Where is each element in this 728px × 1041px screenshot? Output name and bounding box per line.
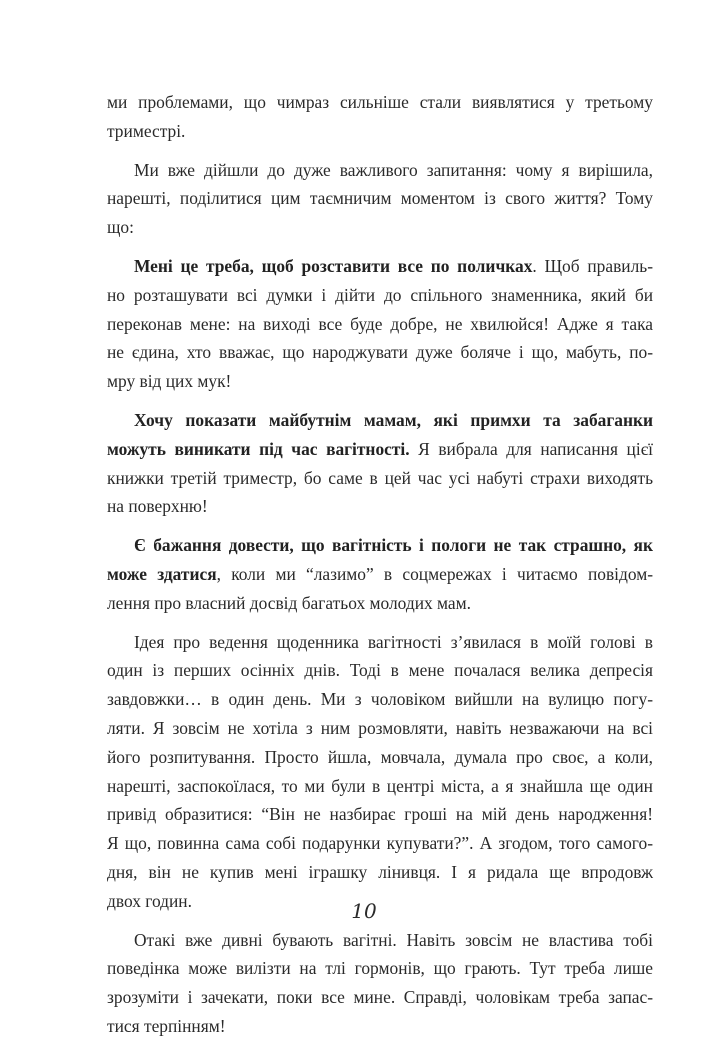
text-line bbox=[107, 252, 653, 281]
page-body bbox=[107, 88, 653, 1041]
text-line bbox=[107, 656, 653, 685]
bold-phrase: Хочу показати майбутнім мамам, які примхи та забаганки bbox=[134, 409, 653, 430]
line-text: Я вибрала для написання цієї bbox=[409, 438, 653, 459]
line-text: зрозуміти і зачекати, поки все мине. Справді, чоловікам треба запас- bbox=[107, 987, 653, 1008]
line-text: нарешті, поділитися цим таємничим моментом із свого життя? Тому bbox=[107, 188, 653, 209]
text-line bbox=[107, 589, 653, 618]
paragraph-4 bbox=[107, 406, 653, 521]
bold-phrase: Мені це треба, щоб розставити все по поличках bbox=[134, 255, 533, 276]
text-line bbox=[107, 858, 653, 887]
text-line bbox=[107, 800, 653, 829]
line-text: но розташувати всі думки і дійти до спільного знаменника, який би bbox=[107, 284, 653, 305]
text-line bbox=[107, 435, 653, 464]
paragraph-7 bbox=[107, 926, 653, 1041]
line-text: переконав мене: на виході все буде добре, не хвилюйся! Адже я така bbox=[107, 313, 653, 334]
text-line bbox=[107, 310, 653, 339]
text-line bbox=[107, 983, 653, 1012]
line-text: . Щоб правиль- bbox=[532, 255, 653, 276]
line-text: Я що, повинна сама собі подарунки купувати?”. А згодом, того самого- bbox=[107, 833, 653, 854]
text-line bbox=[107, 531, 653, 560]
bold-phrase: Є бажання довести, що вагітність і пологи не так страшно, як bbox=[134, 535, 653, 556]
text-line bbox=[107, 492, 653, 521]
line-text: мру від цих мук! bbox=[107, 371, 232, 392]
text-line bbox=[107, 213, 653, 242]
page-number: 10 bbox=[351, 899, 377, 923]
line-text: двох годин. bbox=[107, 890, 192, 911]
line-text: привід образитися: “Він не назбирає гроші на мій день народження! bbox=[107, 804, 653, 825]
line-text: завдовжки… в один день. Ми з чоловіком вийшли на вулицю погу- bbox=[107, 689, 653, 710]
line-text: , коли ми “лазимо” в соцмережах і читаємо повідом- bbox=[216, 563, 653, 584]
text-line bbox=[107, 281, 653, 310]
line-text: його розпитування. Просто йшла, мовчала, думала про своє, а коли, bbox=[107, 746, 653, 767]
text-line bbox=[107, 184, 653, 213]
line-text: ляти. Я зовсім не хотіла з ним розмовляти, навіть незважаючи на всі bbox=[107, 717, 653, 738]
line-text: один із перших осінніх днів. Тоді в мене почалася велика депресія bbox=[107, 660, 653, 681]
text-line bbox=[107, 464, 653, 493]
text-line bbox=[107, 714, 653, 743]
paragraph-3 bbox=[107, 252, 653, 396]
line-text: книжки третій триместр, бо саме в цей час усі набуті страхи виходять bbox=[107, 467, 653, 488]
line-text: не єдина, хто вважає, що народжувати дуже боляче і що, мабуть, по- bbox=[107, 342, 653, 363]
line-text: ми проблемами, що чимраз сильніше стали виявлятися у третьому bbox=[107, 92, 653, 112]
bold-phrase: можуть виникати під час вагітності. bbox=[107, 438, 410, 459]
paragraph-6 bbox=[107, 628, 653, 916]
line-text: Отакі вже дивні бувають вагітні. Навіть зовсім не властива тобі bbox=[134, 929, 653, 950]
line-text: тися терпінням! bbox=[107, 1015, 226, 1036]
text-line bbox=[107, 628, 653, 657]
text-line bbox=[107, 743, 653, 772]
text-line bbox=[107, 772, 653, 801]
line-text: на поверхню! bbox=[107, 496, 208, 517]
text-line bbox=[107, 156, 653, 185]
text-line bbox=[107, 560, 653, 589]
paragraph-2 bbox=[107, 156, 653, 242]
text-line bbox=[107, 954, 653, 983]
line-text: дня, він не купив мені іграшку лінивця. І я ридала ще впродовж bbox=[107, 861, 653, 882]
text-line bbox=[107, 367, 653, 396]
line-text: поведінка може вилізти на тлі гормонів, що грають. Тут треба лише bbox=[107, 958, 653, 979]
text-line bbox=[107, 117, 653, 146]
line-text: Ми вже дійшли до дуже важливого запитання: чому я вирішила, bbox=[134, 159, 653, 180]
line-text: триместрі. bbox=[107, 120, 186, 141]
line-text: лення про власний досвід багатьох молодих мам. bbox=[107, 592, 472, 613]
line-text: нарешті, заспокоїлася, то ми були в центрі міста, а я знайшла ще один bbox=[107, 775, 653, 796]
text-line bbox=[107, 685, 653, 714]
paragraph-5 bbox=[107, 531, 653, 617]
text-line bbox=[107, 88, 653, 117]
text-line bbox=[107, 406, 653, 435]
paragraph-1 bbox=[107, 88, 653, 146]
text-line bbox=[107, 926, 653, 955]
text-line bbox=[107, 829, 653, 858]
line-text: Ідея про ведення щоденника вагітності з’явилася в моїй голові в bbox=[134, 631, 653, 652]
text-line bbox=[107, 1012, 653, 1041]
bold-phrase: може здатися bbox=[107, 563, 217, 584]
line-text: що: bbox=[107, 217, 134, 238]
text-line bbox=[107, 338, 653, 367]
